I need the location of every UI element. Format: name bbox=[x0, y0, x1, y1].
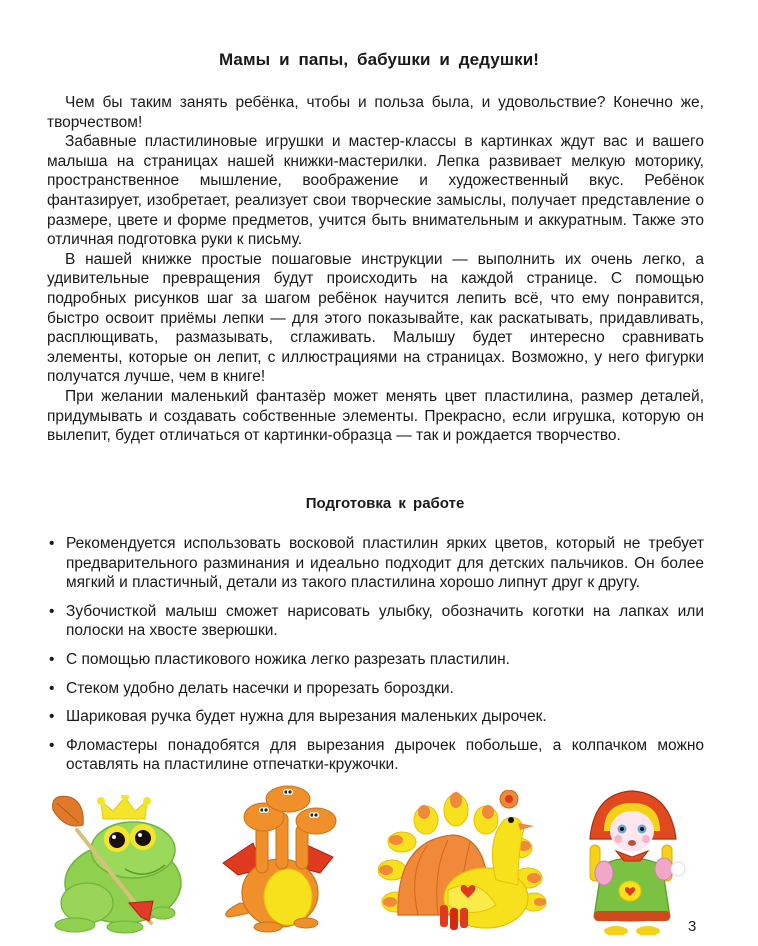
list-item-text: С помощью пластикового ножика легко разрезать пластилин. bbox=[66, 650, 510, 668]
intro-text bbox=[47, 93, 704, 446]
peacock-illustration bbox=[378, 790, 553, 935]
list-item bbox=[47, 679, 704, 699]
matryoshka-girl-illustration bbox=[580, 785, 690, 935]
bullet-icon: • bbox=[49, 736, 55, 754]
page-title: Мамы и папы, бабушки и дедушки! bbox=[218, 50, 540, 69]
list-item-text: Фломастеры понадобятся для вырезания дырочек побольше, а колпачком можно оставлять на пластилине отпечатки-кружочки. bbox=[66, 736, 704, 774]
list-item bbox=[47, 707, 704, 727]
bullet-icon: • bbox=[49, 708, 55, 726]
list-item bbox=[47, 736, 704, 775]
list-item bbox=[47, 650, 704, 670]
list-item-text: Стеком удобно делать насечки и прорезать бороздки. bbox=[66, 679, 454, 697]
bullet-icon: • bbox=[49, 679, 55, 697]
list-item-text: Зубочисткой малыш сможет нарисовать улыбку, обозначить коготки на лапках или полоски на хвосте зверюшки. bbox=[66, 602, 704, 640]
preparation-list bbox=[47, 534, 704, 784]
illustrations-row bbox=[0, 785, 758, 946]
list-item-text: Рекомендуется использовать восковой пластилин ярких цветов, который не требует предварительного разминания и идеально подходит для детских пальчиков. Он более мягкий и пластичный, детали из такого пластилина хорошо липнут друг к другу. bbox=[66, 535, 704, 592]
paragraph: Чем бы таким занять ребёнка, чтобы и польза была, и удовольствие? Конечно же, творчеством! bbox=[47, 94, 704, 131]
three-headed-dragon-illustration bbox=[218, 785, 343, 935]
bullet-icon: • bbox=[49, 650, 55, 668]
list-item bbox=[47, 534, 704, 593]
bullet-icon: • bbox=[49, 535, 55, 552]
list-item bbox=[47, 602, 704, 641]
section-title: Подготовка к работе bbox=[305, 495, 465, 512]
list-item-text: Шариковая ручка будет нужна для вырезания маленьких дырочек. bbox=[66, 708, 547, 726]
paragraph: При желании маленький фантазёр может менять цвет пластилина, размер деталей, придумывать и создавать собственные элементы. Прекрасно, если игрушка, которую он вылепит, будет отличаться от картинки-образца — так и рождается творчество. bbox=[47, 387, 704, 445]
frog-prince-illustration bbox=[45, 795, 195, 935]
page-number: 3 bbox=[688, 918, 697, 935]
paragraph: Забавные пластилиновые игрушки и мастер-классы в картинках ждут вас и вашего малыша на страницах нашей книжки-мастерилки. Лепка развивает мелкую моторику, пространственное мышление, воображение и художественный вкус. Ребёнок фантазирует, изобретает, реализует свои творческие замыслы, получает представление о размере, цвете и форме предметов, учится быть внимательным и аккуратным. Также это отличная подготовка руки к письму. bbox=[47, 133, 704, 249]
paragraph: В нашей книжке простые пошаговые инструкции — выполнить их очень легко, а удивительные превращения будут происходить на каждой странице. С помощью подробных рисунков шаг за шагом ребёнок научится лепить всё, что ему понравится, быстро освоит приёмы лепки — для этого показывайте, как раскатывать, придавливать, расплющивать, размазывать, сглаживать. Малышу будет интересно сравнивать элементы, которые он лепит, с иллюстрациями на страницах. Возможно, у него фигурки получатся лучше, чем в книге! bbox=[47, 250, 704, 386]
bullet-icon: • bbox=[49, 602, 55, 620]
